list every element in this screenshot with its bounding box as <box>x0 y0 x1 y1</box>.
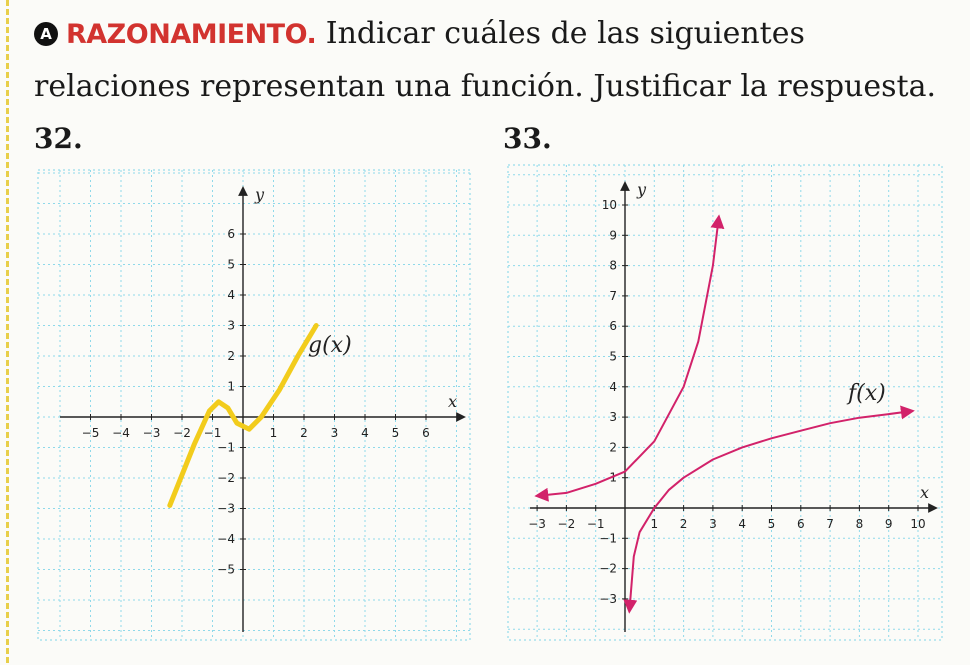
x-tick-label: 3 <box>709 517 717 531</box>
x-tick-label: 6 <box>422 426 430 440</box>
x-tick-label: 4 <box>361 426 369 440</box>
keyword-label: RAZONAMIENTO. <box>66 19 317 50</box>
y-tick-label: −2 <box>217 471 235 485</box>
y-tick-label: −2 <box>599 561 617 576</box>
x-tick-label: −1 <box>586 517 605 531</box>
x-tick-label: −3 <box>528 517 546 531</box>
y-tick-label: 7 <box>609 288 617 303</box>
graph-33 <box>508 165 942 640</box>
y-tick-label: 9 <box>609 228 617 243</box>
x-tick-label: −2 <box>557 517 576 531</box>
y-tick-label: 6 <box>227 227 235 241</box>
x-tick-label: 6 <box>796 517 805 531</box>
y-tick-label: −3 <box>217 501 235 516</box>
curve-series-2 <box>629 411 912 611</box>
y-tick-label: 4 <box>609 379 617 394</box>
y-tick-label: 4 <box>227 288 235 302</box>
x-tick-label: 7 <box>826 517 834 531</box>
y-tick-label: 6 <box>609 319 617 334</box>
y-axis-label: y <box>637 180 647 199</box>
x-tick-label: −1 <box>203 426 222 440</box>
y-tick-label: 1 <box>227 379 235 394</box>
y-tick-label: 8 <box>609 258 617 273</box>
y-tick-label: 5 <box>227 257 235 272</box>
y-tick-label: 5 <box>609 349 617 364</box>
y-axis-label: y <box>255 185 265 204</box>
x-tick-label: −3 <box>142 426 161 440</box>
x-tick-label: 5 <box>391 426 400 440</box>
exercise-badge: A <box>34 22 58 46</box>
x-tick-label: 1 <box>650 517 659 531</box>
x-tick-label: 10 <box>910 517 926 531</box>
function-label: f(x) <box>848 381 886 406</box>
y-tick-label: −4 <box>217 532 235 546</box>
y-tick-label: −1 <box>217 440 235 455</box>
x-tick-label: 1 <box>269 426 278 440</box>
x-tick-label: 3 <box>330 426 339 440</box>
instruction-text: Indicar cuáles de las siguientes relaciones representan una función. Justificar la respuesta. <box>34 16 936 104</box>
y-tick-label: 2 <box>227 349 235 363</box>
x-tick-label: 8 <box>855 517 864 531</box>
x-tick-label: 2 <box>679 517 688 531</box>
exercise-number-32: 32. <box>34 122 83 155</box>
x-axis-label: x <box>920 483 930 502</box>
x-tick-label: −5 <box>81 426 100 440</box>
x-tick-label: −4 <box>112 426 130 440</box>
x-tick-label: 5 <box>767 517 776 531</box>
x-tick-label: 2 <box>300 426 308 440</box>
y-tick-label: 3 <box>227 318 235 333</box>
y-tick-label: −3 <box>599 591 617 606</box>
y-tick-label: −5 <box>217 562 235 577</box>
function-label: g(x) <box>308 333 352 358</box>
exercise-number-33: 33. <box>503 122 552 155</box>
y-tick-label: 10 <box>601 198 617 212</box>
graph-32 <box>38 170 470 640</box>
x-axis-label: x <box>448 392 458 411</box>
y-tick-label: 1 <box>609 470 617 485</box>
y-tick-label: 3 <box>609 410 617 425</box>
y-tick-label: −1 <box>599 531 617 546</box>
x-tick-label: −2 <box>173 426 191 440</box>
y-tick-label: 2 <box>609 440 617 455</box>
x-tick-label: 9 <box>884 517 893 531</box>
x-tick-label: 4 <box>738 517 747 531</box>
